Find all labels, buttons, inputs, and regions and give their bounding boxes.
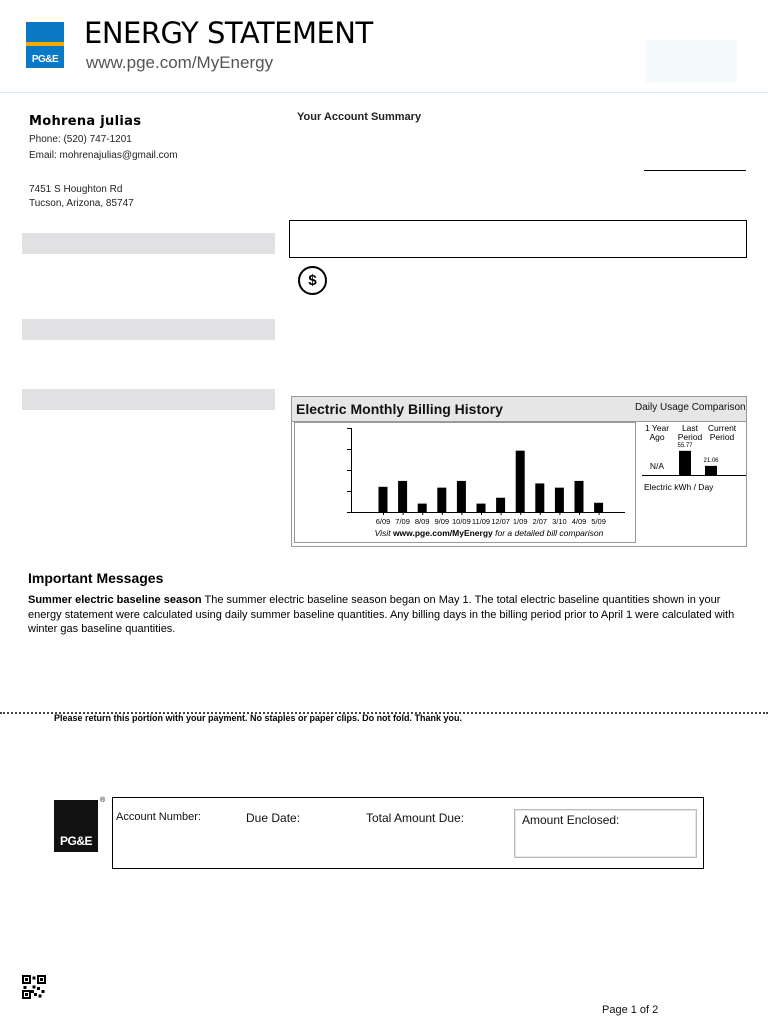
bar-6/09 (379, 487, 388, 512)
daily-col-1-line2: Ago (649, 432, 665, 442)
daily-col-3-line1: Current (707, 423, 737, 433)
current-period-label: 21.06 (703, 457, 719, 464)
x-tick-label: 8/09 (414, 517, 430, 526)
daily-col-1-line1: 1 Year (644, 423, 670, 433)
info-bar-2 (22, 319, 275, 340)
bar-11/09 (477, 504, 486, 512)
amount-enclosed-field[interactable] (514, 809, 697, 858)
current-period-bar (705, 466, 717, 475)
website-link[interactable]: www.pge.com/MyEnergy (86, 53, 274, 72)
message-text: The summer electric baseline season began on May 1. The total electric baseline quantities shown in your energy statement were calculated using daily summer baseline quantities. Any billing days in the billing period prior to April 1 were calculated with winter gas baseline quantities. (28, 594, 735, 635)
summary-box (289, 220, 747, 258)
summary-rule (644, 170, 746, 171)
daily-unit-label: Electric kWh / Day (644, 482, 714, 492)
account-summary-title: Your Account Summary (297, 111, 422, 123)
address-line-2: Tucson, Arizona, 85747 (29, 198, 134, 209)
x-tick-label: 6/09 (375, 517, 391, 526)
bar-8/09 (418, 504, 427, 512)
x-tick-label: 4/09 (571, 517, 587, 526)
bar-2/07 (535, 483, 544, 512)
footnote-link[interactable]: www.pge.com/MyEnergy (392, 528, 493, 538)
chart-title: Electric Monthly Billing History (296, 401, 503, 417)
daily-usage-comparison (642, 422, 746, 543)
x-tick-label: 7/09 (395, 517, 410, 526)
x-tick-label: 12/07 (491, 517, 510, 526)
address-line-1: 7451 S Houghton Rd (29, 184, 123, 195)
footnote-post: for a detailed bill comparison (492, 528, 604, 538)
customer-email: Email: mohrenajulias@gmail.com (29, 150, 178, 161)
bar-9/09 (437, 488, 446, 512)
bar-5/09 (594, 503, 603, 512)
header-divider (0, 92, 768, 93)
daily-usage-title: Daily Usage Comparison (635, 402, 746, 413)
chart-footnote (375, 528, 604, 538)
x-tick-label: 1/09 (512, 517, 528, 526)
bar-plot-svg (293, 422, 637, 543)
amount-enclosed-label: Amount Enclosed: (522, 813, 620, 827)
customer-name: Mohrena julias (29, 114, 142, 129)
footnote-pre: Visit (374, 528, 393, 538)
info-bar-1 (22, 233, 275, 254)
dollar-icon: $ (298, 266, 327, 295)
bar-10/09 (457, 481, 466, 512)
customer-phone: Phone: (520) 747-1201 (29, 134, 132, 145)
bar-7/09 (398, 481, 407, 512)
x-tick-label: 9/09 (434, 517, 450, 526)
payment-stub (112, 797, 704, 869)
daily-col-2-line1: Last (681, 423, 699, 433)
logo-text: PG&E (31, 54, 59, 65)
x-tick-label: 10/09 (452, 517, 471, 526)
total-due-label: Total Amount Due: (366, 811, 465, 825)
page-number: Page 1 of 2 (602, 1004, 659, 1016)
last-period-bar (679, 451, 691, 475)
message-lead: Summer electric baseline season (28, 594, 202, 606)
x-tick-label: 3/10 (552, 517, 567, 526)
qr-code-icon (22, 975, 46, 999)
header-decoration (645, 40, 737, 82)
last-period-label: 55.77 (677, 442, 693, 449)
daily-col-2-line2: Period (677, 432, 703, 442)
registered-mark: ® (100, 797, 106, 804)
pge-logo (26, 22, 64, 68)
bar-12/07 (496, 498, 505, 512)
bar-4/09 (575, 481, 584, 512)
bar-plot (293, 422, 637, 543)
due-date-label: Due Date: (246, 811, 301, 825)
logo-text-remit: PG&E (59, 834, 92, 848)
return-instructions: Please return this portion with your payment. No staples or paper clips. Do not fold. Thank you. (54, 713, 463, 723)
x-tick-label: 5/09 (591, 517, 606, 526)
info-bar-3 (22, 389, 275, 410)
bar-3/10 (555, 488, 564, 512)
daily-col-3-line2: Period (709, 432, 735, 442)
daily-usage-svg (642, 422, 746, 543)
x-tick-label: 11/09 (471, 517, 491, 526)
pge-logo-remit (54, 800, 98, 852)
message-body (28, 593, 748, 637)
x-tick-label: 2/07 (532, 517, 548, 526)
important-messages-title: Important Messages (28, 570, 164, 586)
account-number-label: Account Number: (116, 811, 201, 823)
billing-history-chart (291, 396, 747, 547)
statement-title: ENERGY STATEMENT (84, 16, 373, 50)
bar-1/09 (516, 451, 525, 512)
year-ago-value: N/A (649, 461, 665, 471)
